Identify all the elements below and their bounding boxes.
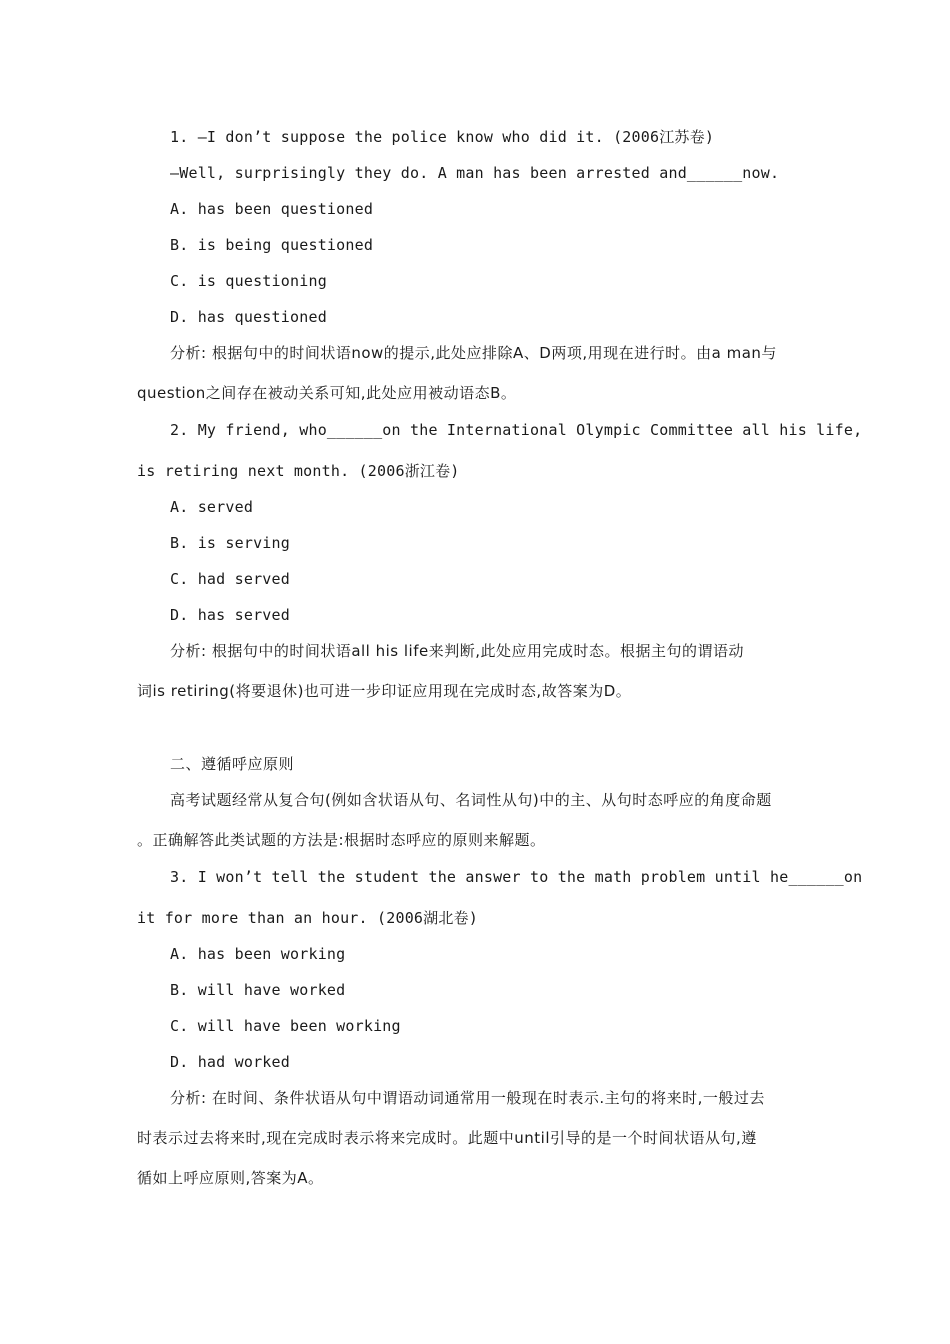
q1-option-a: A. has been questioned	[170, 200, 374, 218]
q3-analysis-line-3: 循如上呼应原则,答案为A。	[137, 1169, 324, 1187]
q2-option-b: B. is serving	[170, 534, 290, 552]
q3-analysis-line-1: 分析: 在时间、条件状语从句中谓语动词通常用一般现在时表示.主句的将来时,一般过去	[170, 1089, 765, 1107]
section-heading: 二、遵循呼应原则	[170, 755, 295, 773]
q3-analysis-line-2: 时表示过去将来时,现在完成时表示将来完成时。此题中until引导的是一个时间状语从句,遵	[137, 1129, 757, 1147]
q1-analysis-line-2: question之间存在被动关系可知,此处应用被动语态B。	[137, 384, 517, 402]
q3-prompt-line-1: 3. I won’t tell the student the answer to the math problem until he______on	[170, 868, 863, 886]
q1-prompt: 1. —I don’t suppose the police know who did it. (2006江苏卷)	[170, 128, 715, 146]
q1-reply: —Well, surprisingly they do. A man has been arrested and______now.	[170, 164, 780, 182]
q2-prompt-line-2: is retiring next month. (2006浙江卷)	[137, 462, 460, 480]
q3-option-b: B. will have worked	[170, 981, 346, 999]
q2-option-a: A. served	[170, 498, 254, 516]
q1-option-b: B. is being questioned	[170, 236, 374, 254]
q2-analysis-line-2: 词is retiring(将要退休)也可进一步印证应用现在完成时态,故答案为D。	[137, 682, 632, 700]
q1-analysis-line-1: 分析: 根据句中的时间状语now的提示,此处应排除A、D两项,用现在进行时。由a man与	[170, 344, 777, 362]
q2-option-c: C. had served	[170, 570, 290, 588]
q2-analysis-line-1: 分析: 根据句中的时间状语all his life来判断,此处应用完成时态。根据主句的谓语动	[170, 642, 744, 660]
q1-option-d: D. has questioned	[170, 308, 327, 326]
q3-option-a: A. has been working	[170, 945, 346, 963]
q2-prompt-line-1: 2. My friend, who______on the International Olympic Committee all his life,	[170, 421, 863, 439]
q3-option-c: C. will have been working	[170, 1017, 401, 1035]
q2-option-d: D. has served	[170, 606, 290, 624]
q3-prompt-line-2: it for more than an hour. (2006湖北卷)	[137, 909, 478, 927]
q3-option-d: D. had worked	[170, 1053, 290, 1071]
q1-option-c: C. is questioning	[170, 272, 327, 290]
section-intro-line-2: 。正确解答此类试题的方法是:根据时态呼应的原则来解题。	[137, 831, 546, 849]
section-intro-line-1: 高考试题经常从复合句(例如含状语从句、名词性从句)中的主、从句时态呼应的角度命题	[170, 791, 772, 809]
